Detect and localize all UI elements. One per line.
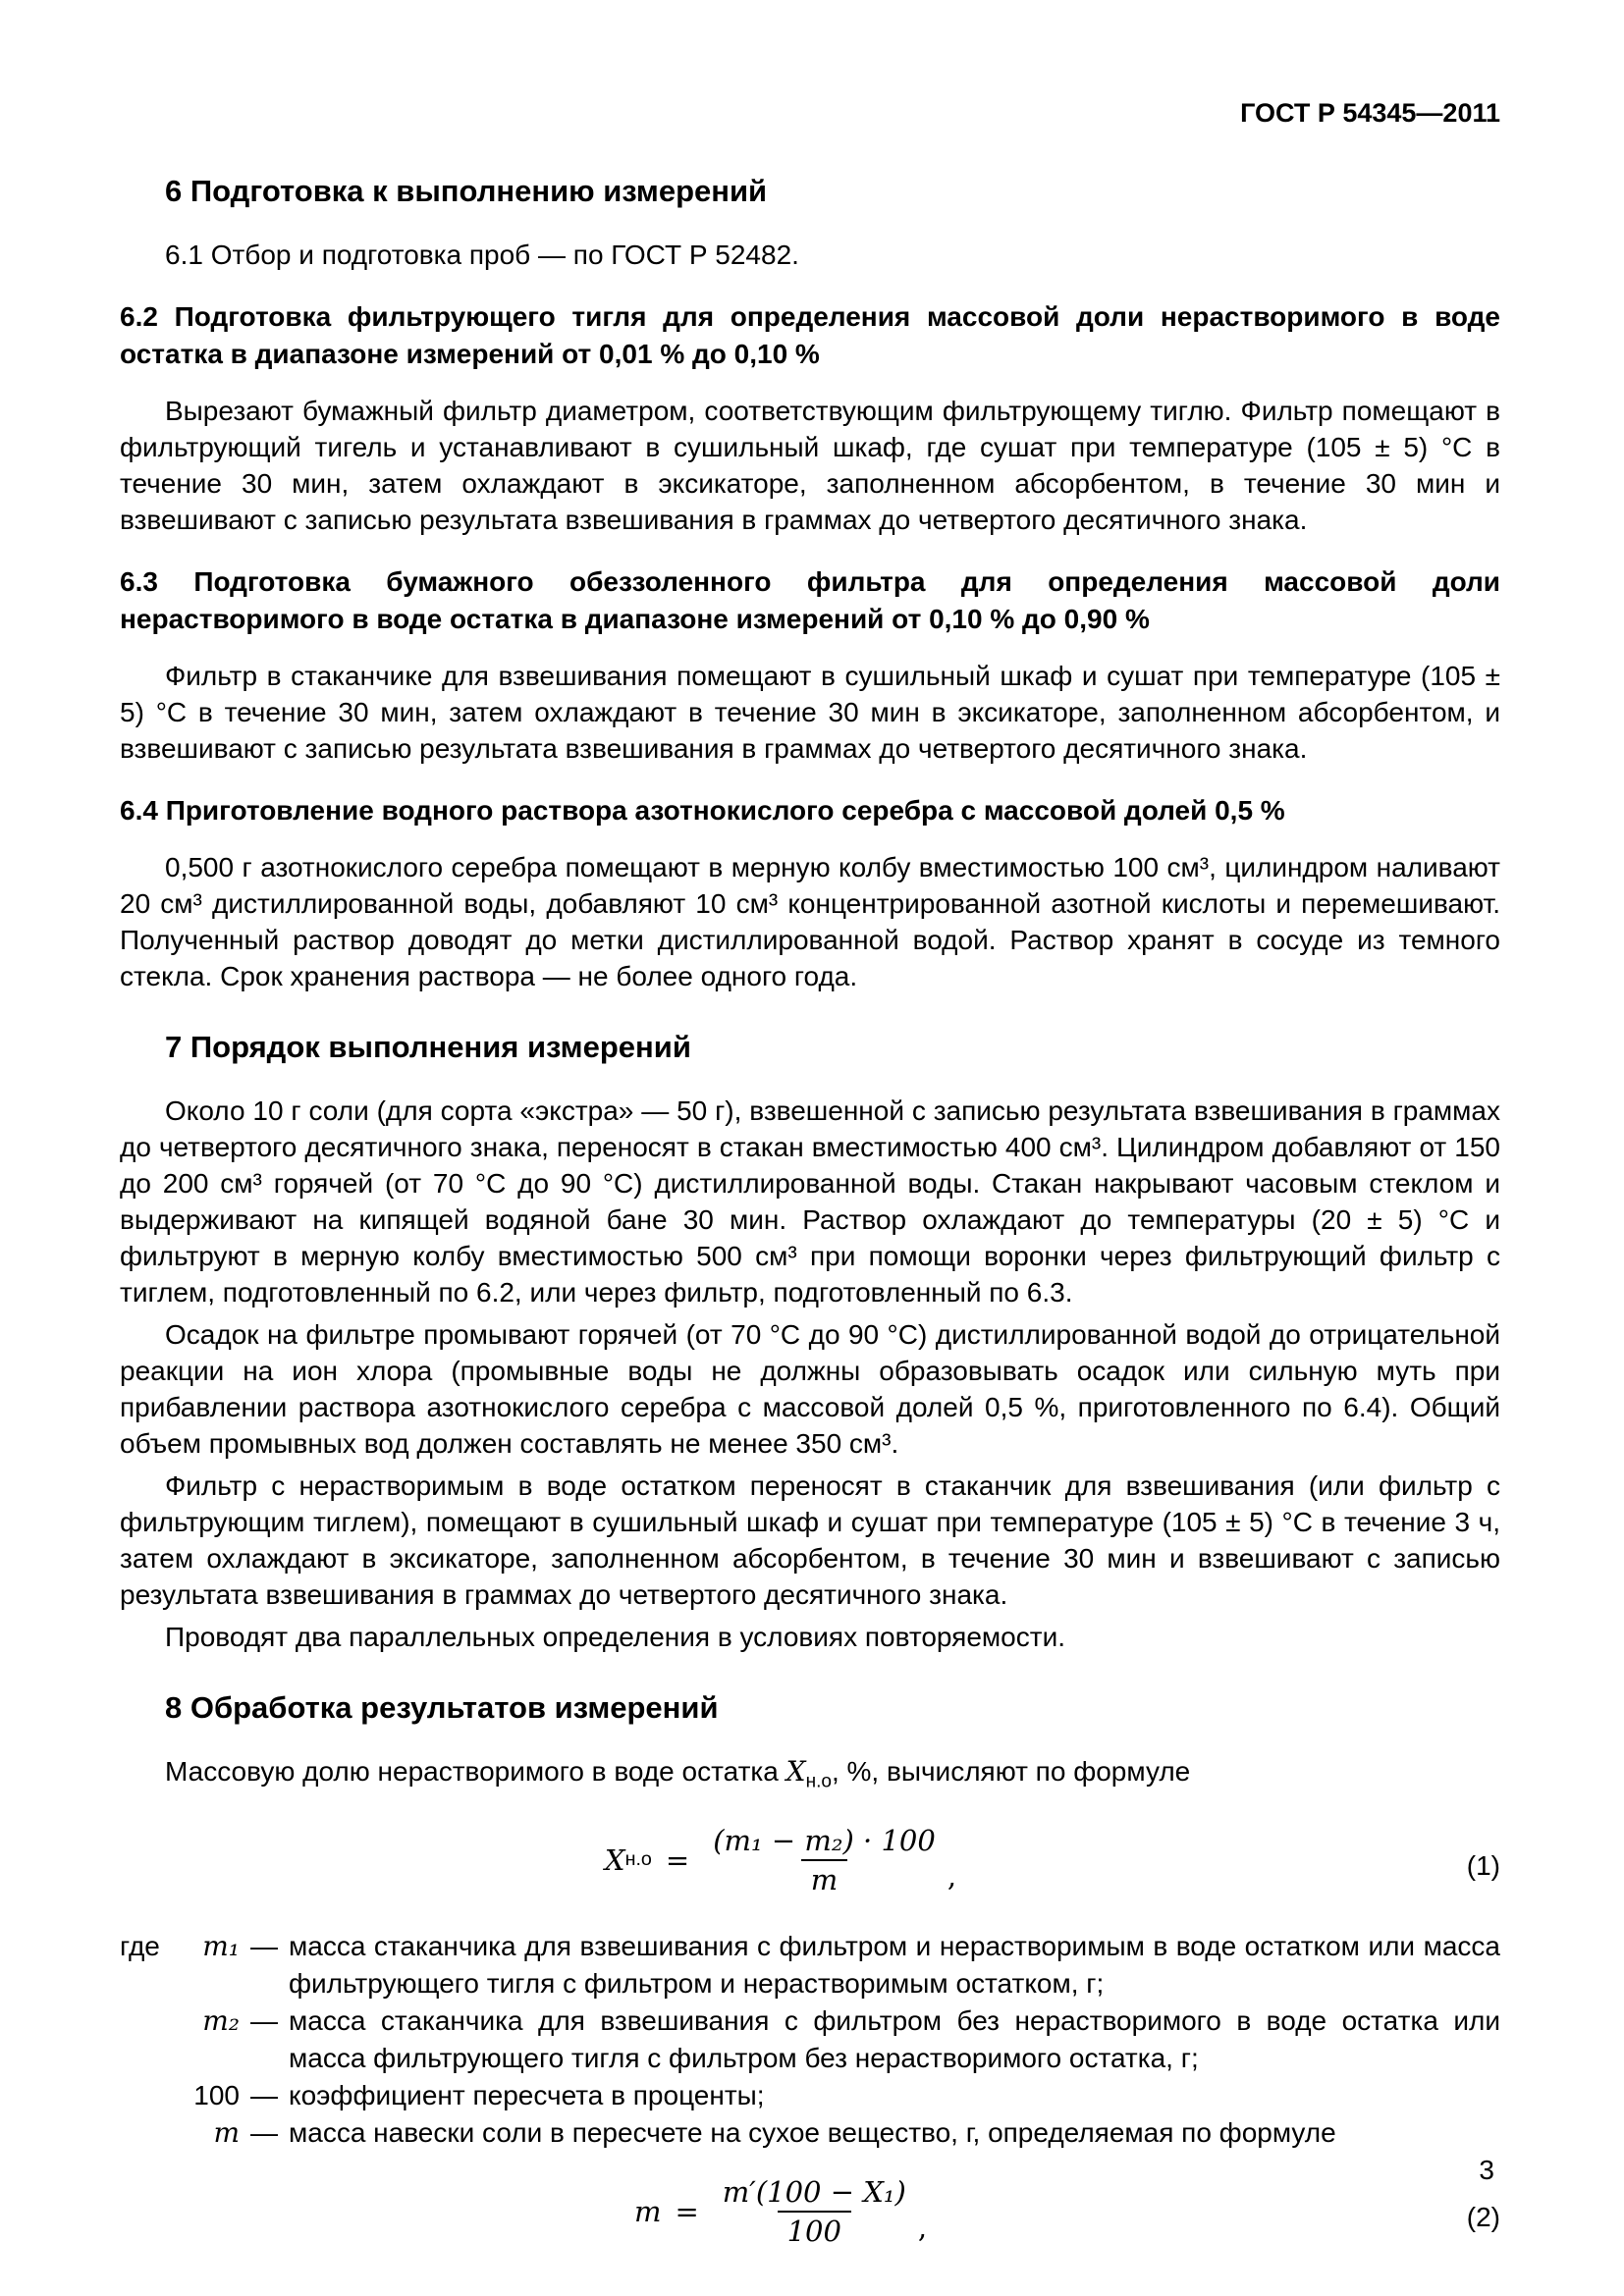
formula-1-comma: , — [947, 1859, 957, 1894]
formula-1-fraction — [703, 1822, 946, 1899]
legend-definition-100: коэффициент пересчета в проценты; — [289, 2079, 765, 2110]
formula-1-lhs-subscript: н.о — [624, 1848, 652, 1871]
formula-2-denominator: 100 — [778, 2211, 851, 2250]
legend-prefix — [120, 2002, 179, 2077]
legend-term-m2: m₂ — [202, 2003, 240, 2037]
variable-x-subscript: н.о — [805, 1771, 832, 1792]
intro-text-before: Массовую долю нерастворимого в воде остатка — [165, 1756, 786, 1787]
equals-sign: = — [675, 2194, 699, 2228]
legend-term-100: 100 — [193, 2079, 240, 2110]
heading-6-3: 6.3 Подготовка бумажного обеззоленного фильтра для определения массовой доли нерастворимого в воде остатка в диапазоне измерений от 0,10 % до 0,90 % — [120, 566, 1500, 634]
formula-1-legend — [120, 1928, 1500, 2152]
legend-prefix — [120, 2114, 179, 2152]
legend-prefix: где — [120, 1930, 160, 1961]
variable-x: X — [785, 1755, 806, 1788]
legend-term-m: m — [213, 2115, 240, 2149]
legend-definition-m2: масса стаканчика для взвешивания с фильтром без нерастворимого в воде остатка или масса фильтрующего тигля с фильтром без нерастворимого остатка, г; — [289, 2004, 1500, 2073]
legend-row-m — [120, 2114, 1500, 2152]
formula-2-fraction — [713, 2173, 916, 2251]
paragraph-6-2: Вырезают бумажный фильтр диаметром, соответствующим фильтрующему тиглю. Фильтр помещают в фильтрующий тигель и устанавливают в сушильный шкаф, где сушат при температуре (105 ± 5) °С в течение 30 мин, затем охлаждают в эксикаторе, заполненном абсорбентом, в течение 30 мин и взвешивают с записью результата взвешивания в граммах до четвертого десятичного знака. — [120, 396, 1500, 535]
section-6-title: 6 Подготовка к выполнению измерений — [165, 174, 768, 208]
formula-1-number: (1) — [1466, 1849, 1500, 1881]
legend-row-m2 — [120, 2002, 1500, 2077]
equals-sign: = — [665, 1842, 690, 1877]
formula-1-numerator: (m₁ − m₂) · 100 — [713, 1823, 936, 1857]
formula-2-numerator: m′(100 − X₁) — [722, 2174, 906, 2209]
paragraph-6-1: 6.1 Отбор и подготовка проб — по ГОСТ Р 52482. — [165, 240, 799, 270]
page-number: 3 — [1479, 2155, 1494, 2185]
paragraph-7-1: Около 10 г соли (для сорта «экстра» — 50 г), взвешенной с записью результата взвешивания в граммах до четвертого десятичного знака, переносят в стакан вместимостью 400 см³. Цилиндром добавляют от 150 до 200 см³ горячей (от 70 °С до 90 °С) дистиллированной воды. Стакан накрывают часовым стеклом и выдерживают на кипящей водяной бане 30 мин. Раствор охлаждают до температуры (20 ± 5) °С и фильтруют в мерную колбу вместимостью 500 см³ при помощи воронки через фильтрующий фильтр с тиглем, подготовленный по 6.2, или через фильтр, подготовленный по 6.3. — [120, 1095, 1500, 1308]
legend-definition-m: масса навески соли в пересчете на сухое вещество, г, определяемая по формуле — [289, 2116, 1336, 2148]
page-content — [120, 98, 1500, 2279]
legend-row-100 — [120, 2077, 1500, 2114]
formula-2-number: (2) — [1466, 2201, 1500, 2232]
paragraph-7-2: Осадок на фильтре промывают горячей (от 70 °С до 90 °С) дистиллированной водой до отрицательной реакции на ион хлора (промывные воды не должны образовывать осадок или сильную муть при прибавлении раствора азотнокислого серебра с массовой долей 0,5 %, приготовленного по 6.4). Общий объем промывных вод должен составлять не менее 350 см³. — [120, 1319, 1500, 1459]
formula-1-expression — [120, 1822, 1500, 1899]
legend-term-m1: m₁ — [202, 1929, 240, 1962]
legend-row-m1 — [120, 1928, 1500, 2002]
intro-text-after: , %, вычисляют по формуле — [831, 1756, 1191, 1787]
formula-2-comma: , — [917, 2211, 928, 2245]
legend-dash: — — [250, 1930, 278, 1961]
formula-2-expression — [120, 2173, 1500, 2251]
section-7-title: 7 Порядок выполнения измерений — [165, 1030, 691, 1064]
formula-1-intro — [120, 1753, 1500, 1800]
paragraph-7-4: Проводят два параллельных определения в условиях повторяемости. — [165, 1622, 1065, 1652]
paragraph-6-3: Фильтр в стаканчике для взвешивания помещают в сушильный шкаф и сушат при температуре (105 ± 5) °С в течение 30 мин, затем охлаждают в течение 30 мин в эксикаторе, заполненном абсорбентом, и взвешивают с записью результата взвешивания в граммах до четвертого десятичного знака. — [120, 661, 1500, 764]
doc-number: ГОСТ Р 54345—2011 — [1240, 98, 1500, 128]
formula-1 — [120, 1822, 1500, 1910]
paragraph-7-3: Фильтр с нерастворимым в воде остатком переносят в стаканчик для взвешивания (или фильтр с фильтрующим тиглем), помещают в сушильный шкаф и сушат при температуре (105 ± 5) °С в течение 3 ч, затем охлаждают в эксикаторе, заполненном абсорбентом, в течение 30 мин и взвешивают с записью результата взвешивания в граммах до четвертого десятичного знака. — [120, 1470, 1500, 1610]
formula-1-lhs: X — [604, 1842, 625, 1877]
formula-2 — [120, 2173, 1500, 2262]
legend-dash: — — [250, 2079, 278, 2110]
formula-2-lhs: m — [633, 2194, 662, 2228]
legend-definition-m1: масса стаканчика для взвешивания с фильтром и нерастворимым в воде остатком или масса фильтрующего тигля с фильтром и нерастворимым остатком, г; — [289, 1930, 1500, 1999]
paragraph-6-4: 0,500 г азотнокислого серебра помещают в мерную колбу вместимостью 100 см³, цилиндром наливают 20 см³ дистиллированной воды, добавляют 10 см³ концентрированной азотной кислоты и перемешивают. Полученный раствор доводят до метки дистиллированной водой. Раствор хранят в сосуде из темного стекла. Срок хранения раствора — не более одного года. — [120, 852, 1500, 991]
heading-6-2: 6.2 Подготовка фильтрующего тигля для определения массовой доли нерастворимого в воде остатка в диапазоне измерений от 0,01 % до 0,10 % — [120, 301, 1500, 369]
formula-1-denominator: m — [801, 1859, 848, 1898]
legend-dash: — — [250, 2004, 278, 2036]
legend-dash: — — [250, 2116, 278, 2148]
section-8-title: 8 Обработка результатов измерений — [165, 1690, 719, 1725]
legend-prefix — [120, 2077, 179, 2114]
heading-6-4: 6.4 Приготовление водного раствора азотнокислого серебра с массовой долей 0,5 % — [120, 795, 1285, 826]
